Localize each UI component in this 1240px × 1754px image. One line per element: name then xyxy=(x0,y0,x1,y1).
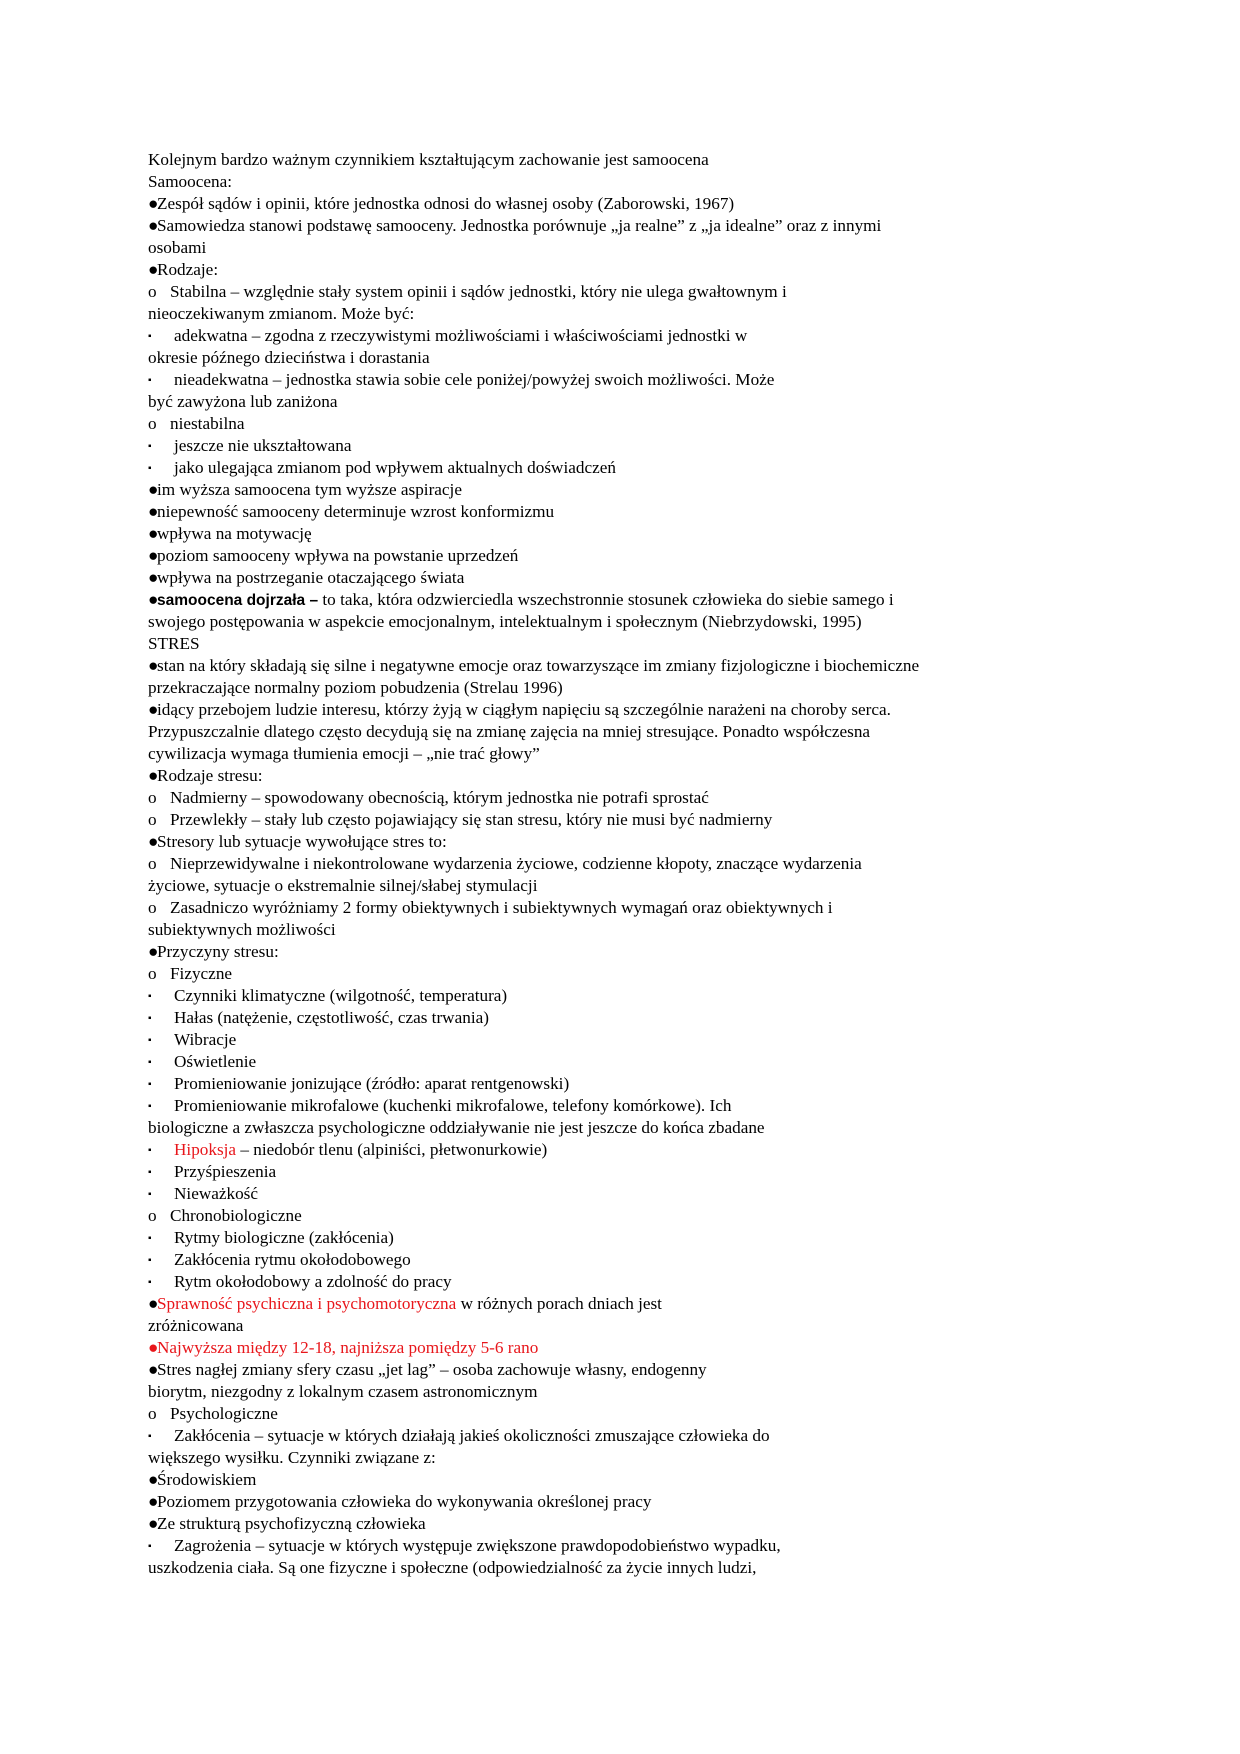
square-bullet-icon: ▪ xyxy=(148,1145,152,1156)
text-line xyxy=(148,193,1008,215)
square-bullet-icon: ▪ xyxy=(148,441,152,452)
text-line xyxy=(148,1469,1008,1491)
text-line xyxy=(148,523,1008,545)
text-line xyxy=(148,567,1008,589)
text-line xyxy=(148,457,1008,479)
bullet-icon: ● xyxy=(148,1514,159,1533)
line-text: Środowiskiem xyxy=(157,1470,257,1489)
line-text: w różnych porach dniach jest xyxy=(456,1294,662,1313)
bullet-icon: ● xyxy=(148,1470,159,1489)
line-text: biologiczne a zwłaszcza psychologiczne oddziaływanie nie jest jeszcze do końca zbadane xyxy=(148,1118,765,1137)
text-line xyxy=(148,435,1008,457)
square-bullet-icon: ▪ xyxy=(148,1541,152,1552)
line-text: nieadekwatna – jednostka stawia sobie cele poniżej/powyżej swoich możliwości. Może xyxy=(174,370,775,389)
line-text: Samowiedza stanowi podstawę samooceny. Jednostka porównuje „ja realne” z „ja idealne” oraz z innymi xyxy=(157,216,882,235)
text-line xyxy=(148,369,1008,391)
square-bullet-icon: ▪ xyxy=(148,1079,152,1090)
highlighted-text: Hipoksja xyxy=(174,1140,237,1159)
square-bullet-icon: ▪ xyxy=(148,1233,152,1244)
line-text: jako ulegająca zmianom pod wpływem aktualnych doświadczeń xyxy=(174,458,616,477)
document-body xyxy=(148,149,1008,1579)
line-text: Ze strukturą psychofizyczną człowieka xyxy=(157,1514,426,1533)
text-line xyxy=(148,1293,1008,1315)
text-line xyxy=(148,633,1008,655)
text-line xyxy=(148,413,1008,435)
text-line xyxy=(148,1535,1008,1557)
text-line xyxy=(148,391,1008,413)
text-line xyxy=(148,1227,1008,1249)
square-bullet-icon: ▪ xyxy=(148,1431,152,1442)
text-line xyxy=(148,1051,1008,1073)
bullet-icon: ● xyxy=(148,656,159,675)
text-line xyxy=(148,1403,1008,1425)
line-text: większego wysiłku. Czynniki związane z: xyxy=(148,1448,436,1467)
line-text: życiowe, sytuacje o ekstremalnie silnej/słabej stymulacji xyxy=(148,876,538,895)
text-line xyxy=(148,1183,1008,1205)
text-line xyxy=(148,677,1008,699)
text-line xyxy=(148,1161,1008,1183)
circle-bullet-icon: o xyxy=(148,854,157,873)
text-line xyxy=(148,347,1008,369)
text-line xyxy=(148,699,1008,721)
bullet-icon: ● xyxy=(148,1492,159,1511)
text-line xyxy=(148,1007,1008,1029)
circle-bullet-icon: o xyxy=(148,282,157,301)
line-text: Rodzaje stresu: xyxy=(157,766,263,785)
line-text: im wyższa samoocena tym wyższe aspiracje xyxy=(157,480,462,499)
line-text: Rytm okołodobowy a zdolność do pracy xyxy=(174,1272,452,1291)
text-line xyxy=(148,941,1008,963)
square-bullet-icon: ▪ xyxy=(148,1167,152,1178)
text-line xyxy=(148,963,1008,985)
line-text: uszkodzenia ciała. Są one fizyczne i społeczne (odpowiedzialność za życie innych ludzi, xyxy=(148,1558,757,1577)
bullet-icon: ● xyxy=(148,216,159,235)
bullet-icon: ● xyxy=(148,194,159,213)
text-line xyxy=(148,479,1008,501)
line-text: wpływa na motywację xyxy=(157,524,312,543)
line-text: Zasadniczo wyróżniamy 2 formy obiektywnych i subiektywnych wymagań oraz obiektywnych i xyxy=(170,898,833,917)
text-line xyxy=(148,853,1008,875)
text-line xyxy=(148,1557,1008,1579)
text-line xyxy=(148,721,1008,743)
line-text: Stabilna – względnie stały system opinii i sądów jednostki, który nie ulega gwałtownym i xyxy=(170,282,787,301)
line-text: swojego postępowania w aspekcie emocjonalnym, intelektualnym i społecznym (Niebrzydowski, 1995) xyxy=(148,612,862,631)
line-text: poziom samooceny wpływa na powstanie uprzedzeń xyxy=(157,546,519,565)
circle-bullet-icon: o xyxy=(148,964,157,983)
text-line xyxy=(148,1513,1008,1535)
bullet-icon: ● xyxy=(148,568,159,587)
text-line xyxy=(148,1117,1008,1139)
text-line xyxy=(148,919,1008,941)
text-line xyxy=(148,809,1008,831)
line-text: być zawyżona lub zaniżona xyxy=(148,392,338,411)
line-text: Chronobiologiczne xyxy=(170,1206,302,1225)
text-line xyxy=(148,611,1008,633)
line-text: nieoczekiwanym zmianom. Może być: xyxy=(148,304,415,323)
bullet-icon: ● xyxy=(148,546,159,565)
line-text: Zakłócenia rytmu okołodobowego xyxy=(174,1250,411,1269)
square-bullet-icon: ▪ xyxy=(148,331,152,342)
text-line xyxy=(148,303,1008,325)
line-text: niestabilna xyxy=(170,414,245,433)
square-bullet-icon: ▪ xyxy=(148,991,152,1002)
text-line xyxy=(148,743,1008,765)
text-line xyxy=(148,787,1008,809)
text-line xyxy=(148,1381,1008,1403)
line-text: wpływa na postrzeganie otaczającego świata xyxy=(157,568,465,587)
circle-bullet-icon: o xyxy=(148,898,157,917)
text-line xyxy=(148,765,1008,787)
text-line xyxy=(148,1425,1008,1447)
bullet-icon: ● xyxy=(148,502,159,521)
line-text: Nieważkość xyxy=(174,1184,258,1203)
square-bullet-icon: ▪ xyxy=(148,1101,152,1112)
bullet-icon: ● xyxy=(148,590,159,609)
line-text: Rodzaje: xyxy=(157,260,219,279)
square-bullet-icon: ▪ xyxy=(148,1255,152,1266)
text-line xyxy=(148,1073,1008,1095)
square-bullet-icon: ▪ xyxy=(148,1035,152,1046)
line-text: Przypuszczalnie dlatego często decydują się na zmianę zajęcia na mniej stresujące. Ponadto współczesna xyxy=(148,722,871,741)
text-line xyxy=(148,325,1008,347)
line-text: Samoocena: xyxy=(148,172,232,191)
line-text: Przewlekły – stały lub często pojawiający się stan stresu, który nie musi być nadmierny xyxy=(170,810,773,829)
text-line xyxy=(148,281,1008,303)
line-text: to taka, która odzwierciedla wszechstronnie stosunek człowieka do siebie samego i xyxy=(322,590,894,609)
line-text: Stresory lub sytuacje wywołujące stres to: xyxy=(157,832,447,851)
text-line xyxy=(148,589,1008,611)
line-text: Kolejnym bardzo ważnym czynnikiem kształtującym zachowanie jest samoocena xyxy=(148,150,709,169)
bullet-icon: ● xyxy=(148,942,159,961)
bullet-icon: ● xyxy=(148,766,159,785)
line-text: Nadmierny – spowodowany obecnością, którym jednostka nie potrafi sprostać xyxy=(170,788,709,807)
bullet-icon: ● xyxy=(148,1294,159,1313)
line-text: Przyśpieszenia xyxy=(174,1162,277,1181)
line-text: subiektywnych możliwości xyxy=(148,920,336,939)
line-text: Promieniowanie mikrofalowe (kuchenki mikrofalowe, telefony komórkowe). Ich xyxy=(174,1096,732,1115)
line-text: Zagrożenia – sytuacje w których występuje zwiększone prawdopodobieństwo wypadku, xyxy=(174,1536,781,1555)
line-text: Poziomem przygotowania człowieka do wykonywania określonej pracy xyxy=(157,1492,652,1511)
square-bullet-icon: ▪ xyxy=(148,375,152,386)
text-line xyxy=(148,215,1008,237)
text-line xyxy=(148,1095,1008,1117)
bullet-icon: ● xyxy=(148,1360,159,1379)
text-line xyxy=(148,259,1008,281)
bullet-icon: ● xyxy=(148,1338,159,1357)
circle-bullet-icon: o xyxy=(148,810,157,829)
text-line xyxy=(148,501,1008,523)
line-text: niepewność samooceny determinuje wzrost konformizmu xyxy=(157,502,555,521)
line-text: Promieniowanie jonizujące (źródło: aparat rentgenowski) xyxy=(174,1074,570,1093)
bullet-icon: ● xyxy=(148,700,159,719)
line-text: Hałas (natężenie, częstotliwość, czas trwania) xyxy=(174,1008,489,1027)
line-text: okresie późnego dzieciństwa i dorastania xyxy=(148,348,430,367)
bullet-icon: ● xyxy=(148,832,159,851)
line-text: idący przebojem ludzie interesu, którzy żyją w ciągłym napięciu są szczególnie narażeni na choroby serca. xyxy=(157,700,891,719)
line-text: Wibracje xyxy=(174,1030,237,1049)
bullet-icon: ● xyxy=(148,524,159,543)
line-text: stan na który składają się silne i negatywne emocje oraz towarzyszące im zmiany fizjologiczne i biochemiczne xyxy=(157,656,920,675)
text-line xyxy=(148,1139,1008,1161)
bullet-icon: ● xyxy=(148,480,159,499)
text-line xyxy=(148,831,1008,853)
text-line xyxy=(148,1491,1008,1513)
bold-term: samoocena dojrzała – xyxy=(157,592,323,609)
highlighted-text: Sprawność psychiczna i psychomotoryczna xyxy=(157,1294,457,1313)
line-text: biorytm, niezgodny z lokalnym czasem astronomicznym xyxy=(148,1382,538,1401)
text-line xyxy=(148,897,1008,919)
text-line xyxy=(148,1359,1008,1381)
text-line xyxy=(148,1447,1008,1469)
square-bullet-icon: ▪ xyxy=(148,1057,152,1068)
line-text: Rytmy biologiczne (zakłócenia) xyxy=(174,1228,394,1247)
line-text: Zakłócenia – sytuacje w których działają jakieś okoliczności zmuszające człowieka do xyxy=(174,1426,770,1445)
text-line xyxy=(148,1271,1008,1293)
text-line xyxy=(148,985,1008,1007)
line-text: cywilizacja wymaga tłumienia emocji – „nie trać głowy” xyxy=(148,744,540,763)
square-bullet-icon: ▪ xyxy=(148,1189,152,1200)
circle-bullet-icon: o xyxy=(148,414,157,433)
line-text: Zespół sądów i opinii, które jednostka odnosi do własnej osoby (Zaborowski, 1967) xyxy=(157,194,735,213)
text-line xyxy=(148,1029,1008,1051)
line-text: Stres nagłej zmiany sfery czasu „jet lag” – osoba zachowuje własny, endogenny xyxy=(157,1360,707,1379)
circle-bullet-icon: o xyxy=(148,1206,157,1225)
line-text: adekwatna – zgodna z rzeczywistymi możliwościami i właściwościami jednostki w xyxy=(174,326,748,345)
square-bullet-icon: ▪ xyxy=(148,463,152,474)
line-text: STRES xyxy=(148,634,200,653)
text-line xyxy=(148,1249,1008,1271)
line-text: Nieprzewidywalne i niekontrolowane wydarzenia życiowe, codzienne kłopoty, znaczące wydarzenia xyxy=(170,854,862,873)
text-line xyxy=(148,655,1008,677)
highlighted-text: Najwyższa między 12-18, najniższa pomiędzy 5-6 rano xyxy=(157,1338,539,1357)
line-text: Czynniki klimatyczne (wilgotność, temperatura) xyxy=(174,986,508,1005)
text-line xyxy=(148,1315,1008,1337)
circle-bullet-icon: o xyxy=(148,1404,157,1423)
text-line xyxy=(148,171,1008,193)
bullet-icon: ● xyxy=(148,260,159,279)
circle-bullet-icon: o xyxy=(148,788,157,807)
line-text: Fizyczne xyxy=(170,964,233,983)
line-text: Przyczyny stresu: xyxy=(157,942,279,961)
text-line xyxy=(148,237,1008,259)
line-text: – niedobór tlenu (alpiniści, płetwonurkowie) xyxy=(236,1140,548,1159)
text-line xyxy=(148,875,1008,897)
line-text: zróżnicowana xyxy=(148,1316,244,1335)
square-bullet-icon: ▪ xyxy=(148,1013,152,1024)
text-line xyxy=(148,545,1008,567)
line-text: Oświetlenie xyxy=(174,1052,257,1071)
line-text: przekraczające normalny poziom pobudzenia (Strelau 1996) xyxy=(148,678,563,697)
line-text: jeszcze nie ukształtowana xyxy=(174,436,352,455)
text-line xyxy=(148,1205,1008,1227)
square-bullet-icon: ▪ xyxy=(148,1277,152,1288)
text-line xyxy=(148,1337,1008,1359)
line-text: Psychologiczne xyxy=(170,1404,278,1423)
line-text: osobami xyxy=(148,238,207,257)
text-line xyxy=(148,149,1008,171)
